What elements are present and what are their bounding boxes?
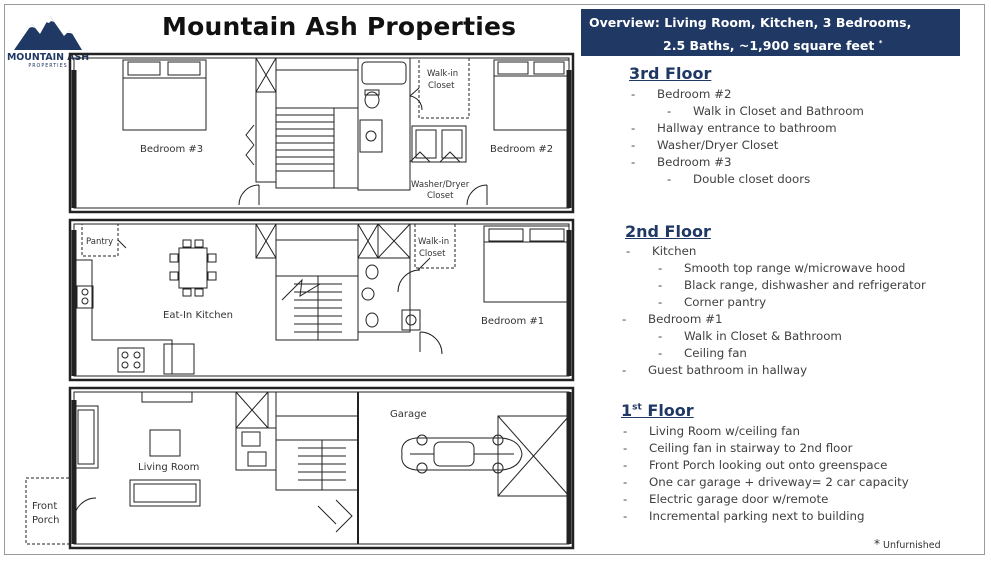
note-2f-4: - Corner pantry [658, 295, 767, 309]
label-washer-1: Washer/Dryer [411, 180, 470, 190]
label-bedroom-3: Bedroom #3 [140, 144, 204, 155]
heading-1st-floor: 1st Floor [621, 401, 694, 420]
label-pantry: Pantry [86, 237, 114, 247]
heading-3rd-floor: 3rd Floor [629, 64, 712, 83]
overview-line-2-text: 2.5 Baths, ~1,900 square feet [663, 38, 875, 54]
note-2f-6: - Walk in Closet & Bathroom [658, 329, 842, 343]
note-2f-5: - Bedroom #1 [622, 312, 723, 326]
note-3f-3: - Hallway entrance to bathroom [631, 121, 837, 135]
note-3f-5: - Bedroom #3 [631, 155, 732, 169]
label-garage: Garage [390, 409, 427, 420]
label-washer-2: Closet [427, 191, 454, 201]
floor-plan-labels [32, 69, 553, 526]
note-2f-1: - Kitchen [626, 244, 697, 258]
note-2f-7: - Ceiling fan [658, 346, 747, 360]
label-porch-1: Front [32, 501, 58, 512]
label-walkin-2f-2: Closet [419, 249, 446, 259]
heading-2nd-floor: 2nd Floor [625, 222, 711, 241]
floor-plan [22, 40, 582, 555]
note-3f-6: - Double closet doors [667, 172, 811, 186]
note-3f-2: - Walk in Closet and Bathroom [667, 104, 864, 118]
note-3f-4: - Washer/Dryer Closet [631, 138, 779, 152]
label-bedroom-1: Bedroom #1 [481, 316, 545, 327]
footnote-text: Unfurnished [883, 540, 941, 551]
note-3f-1: - Bedroom #2 [631, 87, 732, 101]
footnote-star: * [874, 537, 880, 551]
label-kitchen: Eat-In Kitchen [163, 310, 234, 321]
logo-text-main: MOUNTAIN ASH [6, 52, 90, 63]
footnote [874, 537, 941, 551]
label-walkin-3f-2: Closet [428, 81, 455, 91]
note-1f-3: - Front Porch looking out onto greenspace [623, 458, 888, 472]
label-porch-2: Porch [32, 515, 60, 526]
note-2f-2: - Smooth top range w/microwave hood [658, 261, 906, 275]
label-bedroom-2: Bedroom #2 [490, 144, 554, 155]
note-1f-4: - One car garage + driveway= 2 car capacity [623, 475, 909, 489]
note-1f-5: - Electric garage door w/remote [623, 492, 829, 506]
note-2f-3: - Black range, dishwasher and refrigerator [658, 278, 926, 292]
second-floor-plan [70, 220, 573, 380]
company-title: Mountain Ash Properties [162, 12, 517, 41]
third-floor-plan [70, 54, 573, 212]
label-walkin-3f-1: Walk-in [427, 69, 459, 79]
note-2f-8: - Guest bathroom in hallway [622, 363, 808, 377]
note-1f-2: - Ceiling fan in stairway to 2nd floor [623, 441, 853, 455]
overview-banner [581, 9, 960, 56]
note-1f-6: - Incremental parking next to building [623, 509, 865, 523]
note-1f-1: - Living Room w/ceiling fan [623, 424, 800, 438]
label-living-room: Living Room [138, 462, 200, 473]
floor-plan-walls [26, 54, 573, 548]
label-walkin-2f-1: Walk-in [418, 237, 450, 247]
overview-line-1: Overview: Living Room, Kitchen, 3 Bedrooms, [589, 15, 912, 30]
overview-marker: * [878, 39, 883, 47]
overview-line-2 [589, 33, 952, 56]
logo-text-sub: PROPERTIES [28, 64, 68, 69]
